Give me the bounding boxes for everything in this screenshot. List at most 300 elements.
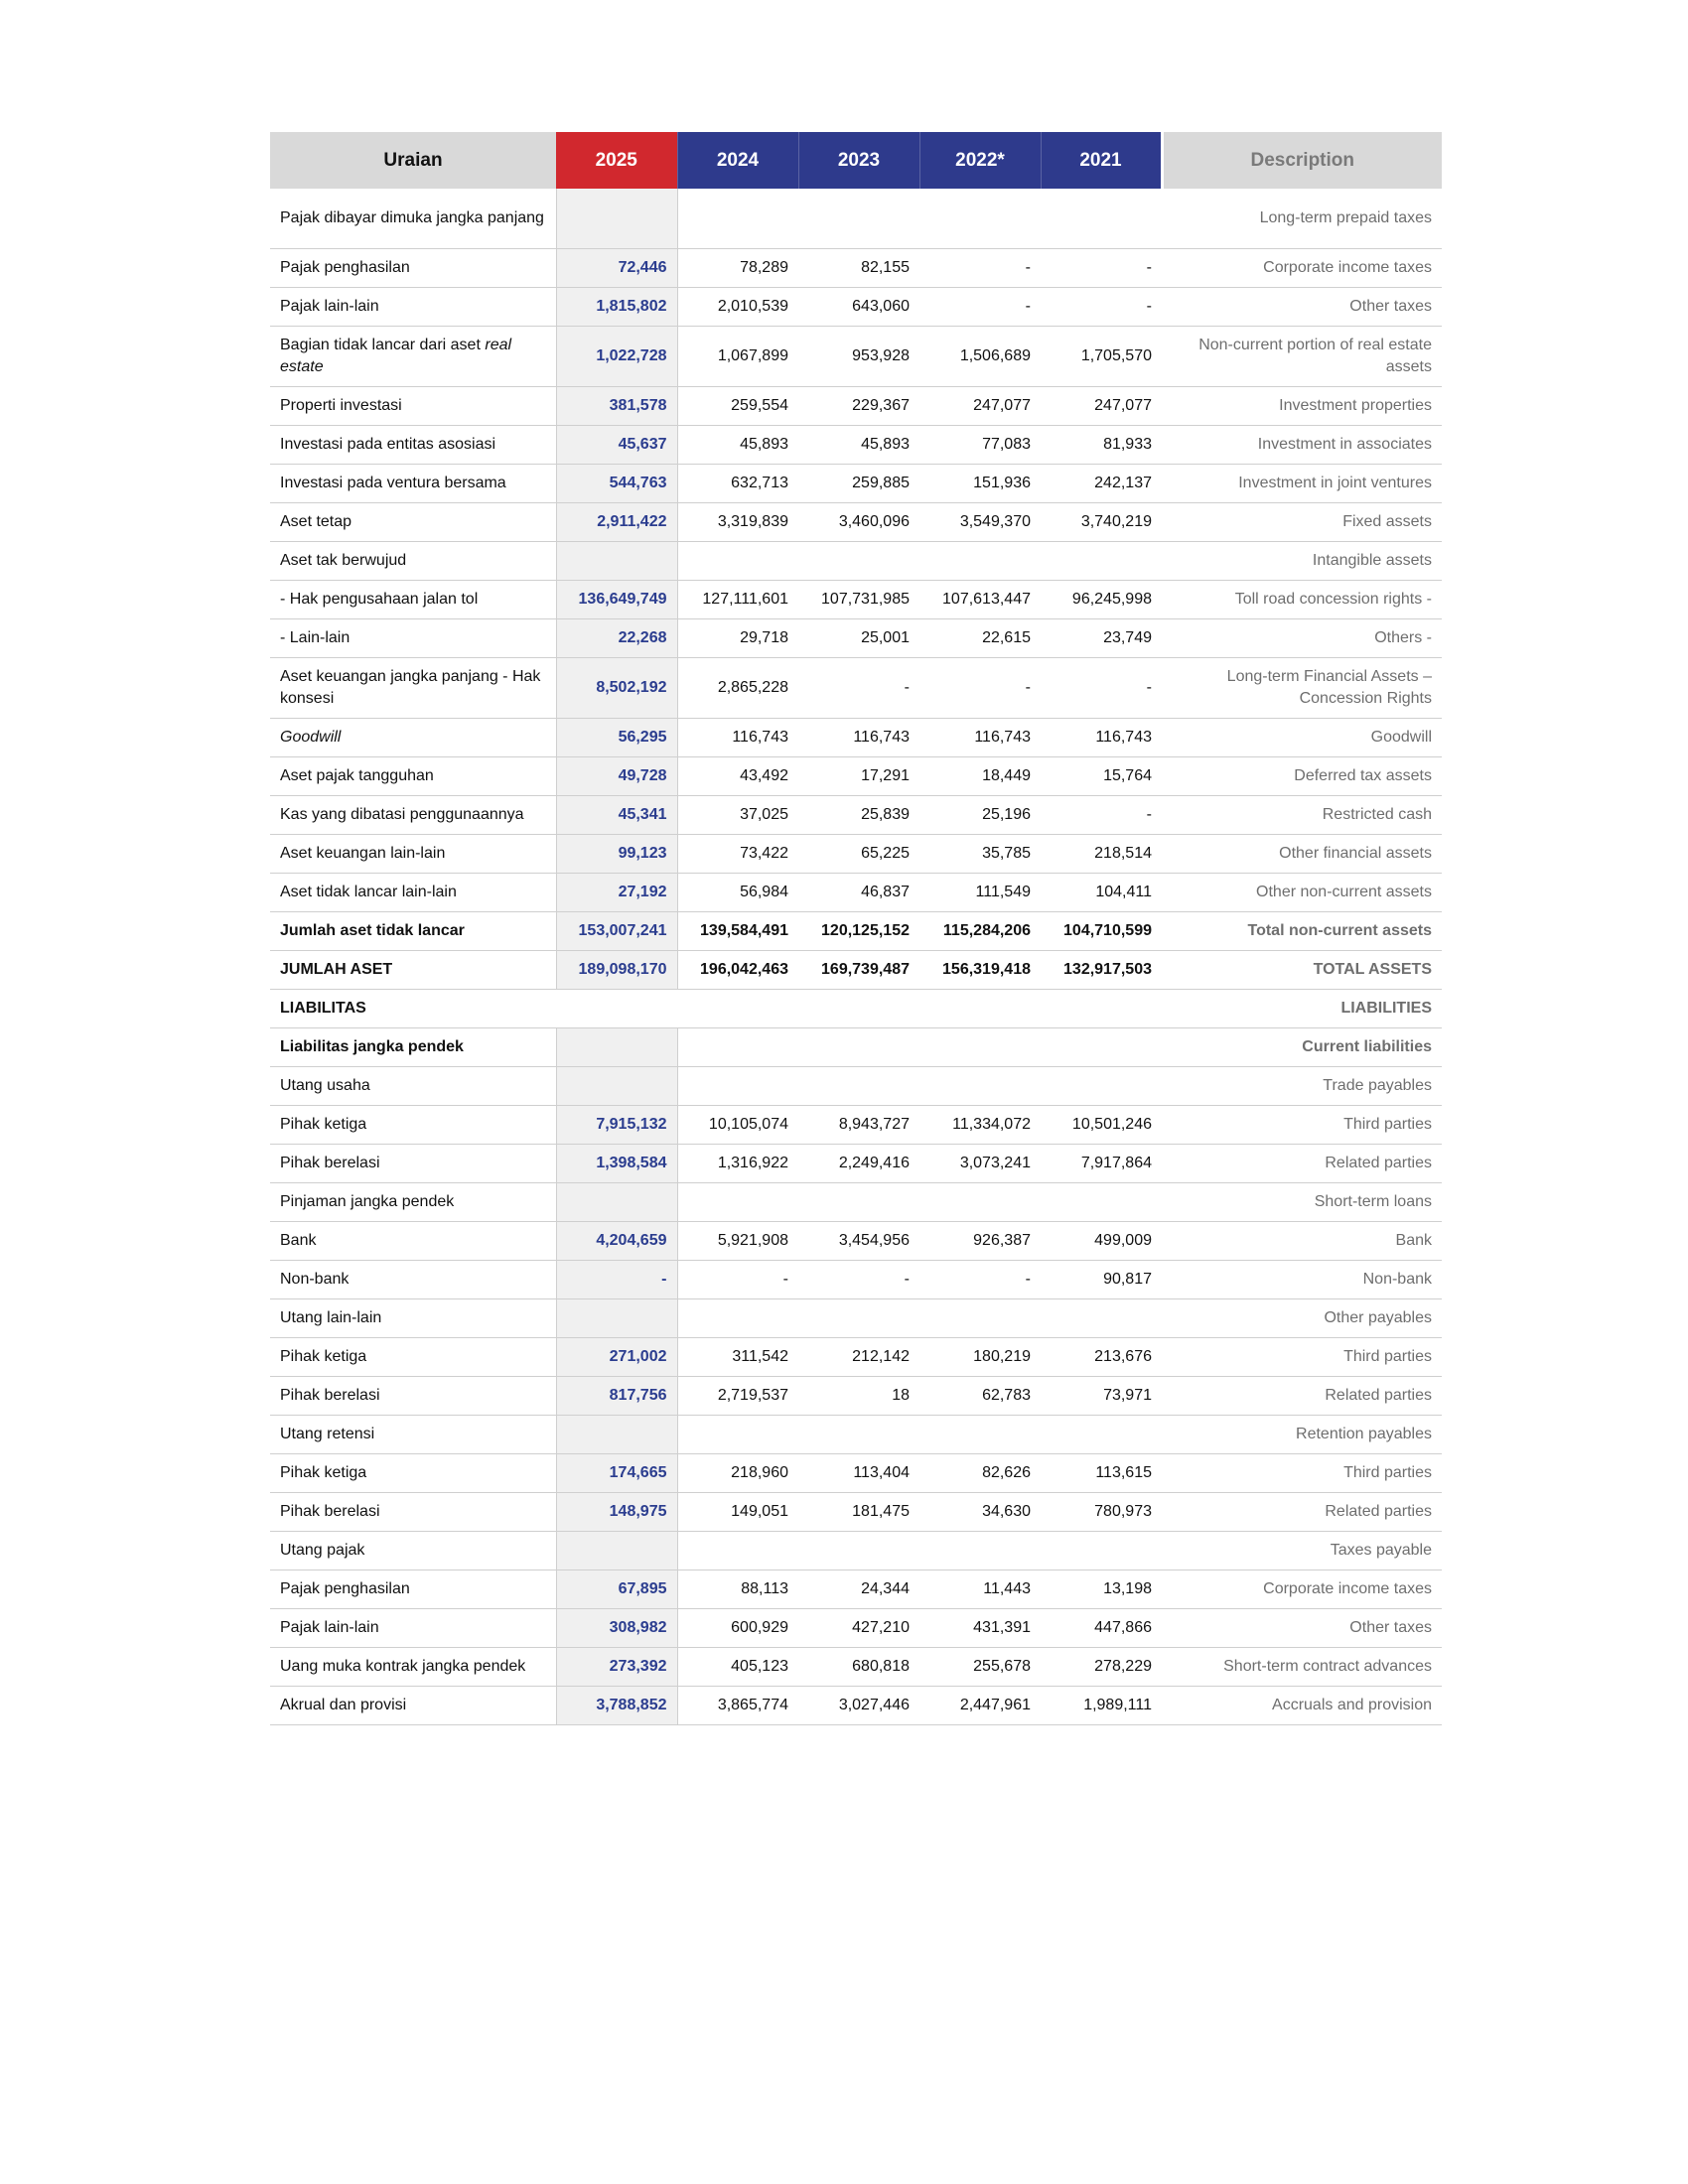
row-description: Corporate income taxes [1162,1570,1442,1609]
value-2024: 127,111,601 [677,581,798,619]
row-label-text: Aset tak berwujud [280,552,407,569]
value-2021: 13,198 [1041,1570,1162,1609]
value-2022 [919,1416,1041,1454]
value-2021 [1041,1028,1162,1067]
row-label-text: Utang usaha [280,1077,370,1094]
value-2024 [677,1299,798,1338]
value-2023: 169,739,487 [798,951,919,990]
table-row [270,1570,1442,1609]
value-2021: 278,229 [1041,1648,1162,1687]
row-description: Related parties [1162,1145,1442,1183]
row-label-italic: real estate [280,337,512,375]
row-label [270,189,556,249]
value-2025 [556,1299,677,1338]
header-uraian: Uraian [270,132,556,189]
value-2025 [556,1416,677,1454]
value-2023: 229,367 [798,387,919,426]
row-label-text: Bagian tidak lancar dari aset [280,337,481,353]
row-label [270,1338,556,1377]
value-2023 [798,1532,919,1570]
table-row [270,1106,1442,1145]
row-label [270,1493,556,1532]
header-year-2023: 2023 [798,132,919,189]
row-label [270,796,556,835]
row-label-italic: Goodwill [280,729,342,746]
value-2022: 247,077 [919,387,1041,426]
value-2024: 149,051 [677,1493,798,1532]
row-label-text: Pihak berelasi [280,1387,380,1404]
row-label-text: Aset tetap [280,513,352,530]
row-description: Restricted cash [1162,796,1442,835]
value-2023: 46,837 [798,874,919,912]
value-2022: 22,615 [919,619,1041,658]
value-2021 [1041,1416,1162,1454]
table-row [270,835,1442,874]
row-description: Long-term Financial Assets – Concession Rights [1162,658,1442,719]
row-label [270,951,556,990]
value-2022: 180,219 [919,1338,1041,1377]
row-label [270,1416,556,1454]
table-row [270,951,1442,990]
value-2021: 73,971 [1041,1377,1162,1416]
value-2022: 62,783 [919,1377,1041,1416]
row-label [270,1532,556,1570]
value-2023: 3,454,956 [798,1222,919,1261]
value-2022: 35,785 [919,835,1041,874]
value-2021: - [1041,249,1162,288]
value-2023: 82,155 [798,249,919,288]
value-2024 [677,1028,798,1067]
header-year-2021: 2021 [1041,132,1162,189]
value-2024: 5,921,908 [677,1222,798,1261]
value-2024: 218,960 [677,1454,798,1493]
value-2024: 259,554 [677,387,798,426]
row-label [270,465,556,503]
value-2025 [556,542,677,581]
row-description: Investment properties [1162,387,1442,426]
row-label-text: Pajak penghasilan [280,259,410,276]
value-2022: - [919,249,1041,288]
row-description: Non-bank [1162,1261,1442,1299]
value-2021 [1041,1299,1162,1338]
row-label-text: Akrual dan provisi [280,1697,407,1713]
table-row [270,1648,1442,1687]
value-2021 [1041,1067,1162,1106]
row-label-text: Pinjaman jangka pendek [280,1193,455,1210]
row-description: Accruals and provision [1162,1687,1442,1725]
row-description: Short-term contract advances [1162,1648,1442,1687]
value-2021: 90,817 [1041,1261,1162,1299]
row-description: Other financial assets [1162,835,1442,874]
value-2021: 447,866 [1041,1609,1162,1648]
value-2025: 1,022,728 [556,327,677,387]
value-2024 [677,1067,798,1106]
value-2023: 181,475 [798,1493,919,1532]
row-description: Third parties [1162,1338,1442,1377]
value-2025: 271,002 [556,1338,677,1377]
value-2022: 107,613,447 [919,581,1041,619]
row-label [270,327,556,387]
row-label [270,581,556,619]
value-2023 [798,1416,919,1454]
value-2025: 7,915,132 [556,1106,677,1145]
value-2024: 2,865,228 [677,658,798,719]
value-2025: 49,728 [556,757,677,796]
row-label-text: Aset keuangan jangka panjang - Hak konsesi [280,668,541,707]
value-2022: - [919,1261,1041,1299]
header-year-2022: 2022* [919,132,1041,189]
value-2024: 196,042,463 [677,951,798,990]
value-2025: 174,665 [556,1454,677,1493]
table-row [270,1222,1442,1261]
table-row [270,1067,1442,1106]
value-2025: 4,204,659 [556,1222,677,1261]
value-2021 [1041,1532,1162,1570]
row-label-text: JUMLAH ASET [280,961,393,978]
table-row [270,658,1442,719]
value-2025: 2,911,422 [556,503,677,542]
row-label-text: Aset pajak tangguhan [280,767,434,784]
row-description: Bank [1162,1222,1442,1261]
table-row [270,1261,1442,1299]
value-2022 [919,189,1041,249]
value-2022: 3,073,241 [919,1145,1041,1183]
row-label-text: Pihak ketiga [280,1116,367,1133]
value-2025: 56,295 [556,719,677,757]
row-label [270,835,556,874]
row-description: LIABILITIES [1162,990,1442,1028]
value-2021: - [1041,796,1162,835]
value-2023 [798,542,919,581]
row-description: Deferred tax assets [1162,757,1442,796]
value-2022: 156,319,418 [919,951,1041,990]
value-2021: 15,764 [1041,757,1162,796]
row-label-text: LIABILITAS [280,1000,366,1017]
value-2023: 113,404 [798,1454,919,1493]
row-description: Other taxes [1162,1609,1442,1648]
row-description: Others - [1162,619,1442,658]
table-row [270,1493,1442,1532]
table-row [270,1454,1442,1493]
table-row [270,796,1442,835]
value-2021: 113,615 [1041,1454,1162,1493]
row-label-text: Pihak ketiga [280,1348,367,1365]
value-2023: 65,225 [798,835,919,874]
value-2025: 1,815,802 [556,288,677,327]
value-2022: 82,626 [919,1454,1041,1493]
value-2024: 37,025 [677,796,798,835]
value-2022: 18,449 [919,757,1041,796]
value-2023 [798,1067,919,1106]
value-2023: 25,839 [798,796,919,835]
row-label [270,1222,556,1261]
value-2023 [798,990,919,1028]
row-label-text: Bank [280,1232,317,1249]
row-label-text: Aset keuangan lain-lain [280,845,446,862]
value-2023: - [798,1261,919,1299]
value-2021: 7,917,864 [1041,1145,1162,1183]
value-2021: 23,749 [1041,619,1162,658]
value-2022: - [919,288,1041,327]
value-2024: 43,492 [677,757,798,796]
value-2022 [919,1028,1041,1067]
value-2024: 1,316,922 [677,1145,798,1183]
value-2024: 45,893 [677,426,798,465]
value-2022: 34,630 [919,1493,1041,1532]
table-row [270,1338,1442,1377]
table-row [270,1687,1442,1725]
value-2024 [677,990,798,1028]
value-2023: 25,001 [798,619,919,658]
row-description: Investment in joint ventures [1162,465,1442,503]
table-row [270,503,1442,542]
value-2023: 2,249,416 [798,1145,919,1183]
row-label-text: Liabilitas jangka pendek [280,1038,464,1055]
value-2024: 88,113 [677,1570,798,1609]
value-2021: 1,989,111 [1041,1687,1162,1725]
value-2022: 25,196 [919,796,1041,835]
row-label [270,1648,556,1687]
row-label [270,874,556,912]
value-2025 [556,1532,677,1570]
value-2022: 77,083 [919,426,1041,465]
row-label [270,1299,556,1338]
value-2024 [677,1416,798,1454]
row-description: Intangible assets [1162,542,1442,581]
row-description: Toll road concession rights - [1162,581,1442,619]
value-2024: 73,422 [677,835,798,874]
value-2025: 817,756 [556,1377,677,1416]
value-2023: 259,885 [798,465,919,503]
header-year-2025: 2025 [556,132,677,189]
row-label [270,1145,556,1183]
row-label [270,288,556,327]
row-label-text: Kas yang dibatasi penggunaannya [280,806,524,823]
value-2023: 427,210 [798,1609,919,1648]
row-label [270,990,556,1028]
row-label [270,912,556,951]
value-2023: 3,460,096 [798,503,919,542]
value-2024: 600,929 [677,1609,798,1648]
value-2025 [556,1028,677,1067]
value-2025: 273,392 [556,1648,677,1687]
value-2023: 24,344 [798,1570,919,1609]
table-row [270,581,1442,619]
value-2021: 104,411 [1041,874,1162,912]
table-row [270,426,1442,465]
value-2024: 632,713 [677,465,798,503]
row-label-text: Uang muka kontrak jangka pendek [280,1658,526,1675]
value-2023: 116,743 [798,719,919,757]
value-2025: 189,098,170 [556,951,677,990]
value-2024: 3,865,774 [677,1687,798,1725]
row-label [270,719,556,757]
value-2021 [1041,990,1162,1028]
value-2024: 311,542 [677,1338,798,1377]
value-2024: 2,010,539 [677,288,798,327]
value-2021: 3,740,219 [1041,503,1162,542]
value-2025: - [556,1261,677,1299]
row-label [270,249,556,288]
row-label [270,542,556,581]
value-2025: 153,007,241 [556,912,677,951]
row-label [270,1183,556,1222]
value-2025: 308,982 [556,1609,677,1648]
value-2022: 116,743 [919,719,1041,757]
row-label-text: Pajak penghasilan [280,1580,410,1597]
row-description: Taxes payable [1162,1532,1442,1570]
value-2023: 643,060 [798,288,919,327]
row-description: Other taxes [1162,288,1442,327]
value-2024: 3,319,839 [677,503,798,542]
row-description: TOTAL ASSETS [1162,951,1442,990]
row-description: Short-term loans [1162,1183,1442,1222]
row-label [270,1687,556,1725]
table-row [270,1145,1442,1183]
value-2022: 115,284,206 [919,912,1041,951]
value-2025 [556,1067,677,1106]
row-label-text: Investasi pada entitas asosiasi [280,436,496,453]
value-2021: 116,743 [1041,719,1162,757]
value-2023: 680,818 [798,1648,919,1687]
value-2025: 544,763 [556,465,677,503]
value-2023: - [798,658,919,719]
row-label [270,1106,556,1145]
value-2022 [919,1067,1041,1106]
row-label [270,1067,556,1106]
value-2025 [556,1183,677,1222]
value-2021: 247,077 [1041,387,1162,426]
value-2025 [556,990,677,1028]
table-row [270,465,1442,503]
value-2024: 116,743 [677,719,798,757]
row-label-text: Utang retensi [280,1426,375,1442]
row-description: Third parties [1162,1454,1442,1493]
value-2022: 151,936 [919,465,1041,503]
value-2025: 27,192 [556,874,677,912]
value-2021 [1041,542,1162,581]
value-2021: - [1041,288,1162,327]
value-2021: 1,705,570 [1041,327,1162,387]
value-2024: 1,067,899 [677,327,798,387]
row-description: Long-term prepaid taxes [1162,189,1442,249]
table-row [270,1377,1442,1416]
value-2022 [919,1532,1041,1570]
row-description: Fixed assets [1162,503,1442,542]
value-2025: 3,788,852 [556,1687,677,1725]
row-label [270,1377,556,1416]
row-label-text: Investasi pada ventura bersama [280,475,506,491]
table-row [270,1028,1442,1067]
header-year-2024: 2024 [677,132,798,189]
row-description: Total non-current assets [1162,912,1442,951]
row-label-text: - Hak pengusahaan jalan tol [280,591,479,608]
table-row [270,1183,1442,1222]
table-row [270,990,1442,1028]
table-row [270,542,1442,581]
value-2024 [677,542,798,581]
table-row [270,249,1442,288]
row-label-text: Jumlah aset tidak lancar [280,922,465,939]
row-label-text: Pajak lain-lain [280,298,379,315]
value-2025: 45,341 [556,796,677,835]
value-2024: 56,984 [677,874,798,912]
table-row [270,912,1442,951]
value-2023: 45,893 [798,426,919,465]
value-2023: 3,027,446 [798,1687,919,1725]
value-2024: - [677,1261,798,1299]
value-2024 [677,1183,798,1222]
value-2024: 10,105,074 [677,1106,798,1145]
value-2023: 17,291 [798,757,919,796]
row-label [270,387,556,426]
row-description: Related parties [1162,1377,1442,1416]
value-2022 [919,542,1041,581]
row-label-text: Properti investasi [280,397,402,414]
row-label [270,757,556,796]
value-2023 [798,1299,919,1338]
row-label-text: Pihak berelasi [280,1155,380,1171]
row-label [270,1609,556,1648]
value-2025: 45,637 [556,426,677,465]
value-2025: 72,446 [556,249,677,288]
value-2021 [1041,1183,1162,1222]
value-2022: 2,447,961 [919,1687,1041,1725]
row-label-text: - Lain-lain [280,629,351,646]
row-description: Goodwill [1162,719,1442,757]
value-2022 [919,990,1041,1028]
value-2023: 953,928 [798,327,919,387]
table-body [270,189,1442,1725]
value-2024: 29,718 [677,619,798,658]
value-2021: 780,973 [1041,1493,1162,1532]
table-row [270,719,1442,757]
value-2021 [1041,189,1162,249]
value-2025: 8,502,192 [556,658,677,719]
value-2025: 381,578 [556,387,677,426]
value-2022: 111,549 [919,874,1041,912]
row-label [270,426,556,465]
table-header-row [270,132,1442,189]
row-label [270,658,556,719]
row-label [270,1570,556,1609]
row-description: Corporate income taxes [1162,249,1442,288]
value-2021: 499,009 [1041,1222,1162,1261]
value-2023: 120,125,152 [798,912,919,951]
value-2021: 104,710,599 [1041,912,1162,951]
value-2022: - [919,658,1041,719]
value-2023: 212,142 [798,1338,919,1377]
value-2022: 255,678 [919,1648,1041,1687]
table-row [270,757,1442,796]
financial-table [270,132,1442,1725]
row-description: Current liabilities [1162,1028,1442,1067]
value-2021: 96,245,998 [1041,581,1162,619]
value-2023 [798,1183,919,1222]
value-2021: 218,514 [1041,835,1162,874]
value-2021: - [1041,658,1162,719]
value-2022: 11,334,072 [919,1106,1041,1145]
value-2024: 405,123 [677,1648,798,1687]
table-row [270,288,1442,327]
value-2021: 10,501,246 [1041,1106,1162,1145]
value-2024 [677,189,798,249]
value-2025: 136,649,749 [556,581,677,619]
table-row [270,874,1442,912]
header-description: Description [1162,132,1442,189]
value-2021: 242,137 [1041,465,1162,503]
row-description: Non-current portion of real estate assets [1162,327,1442,387]
